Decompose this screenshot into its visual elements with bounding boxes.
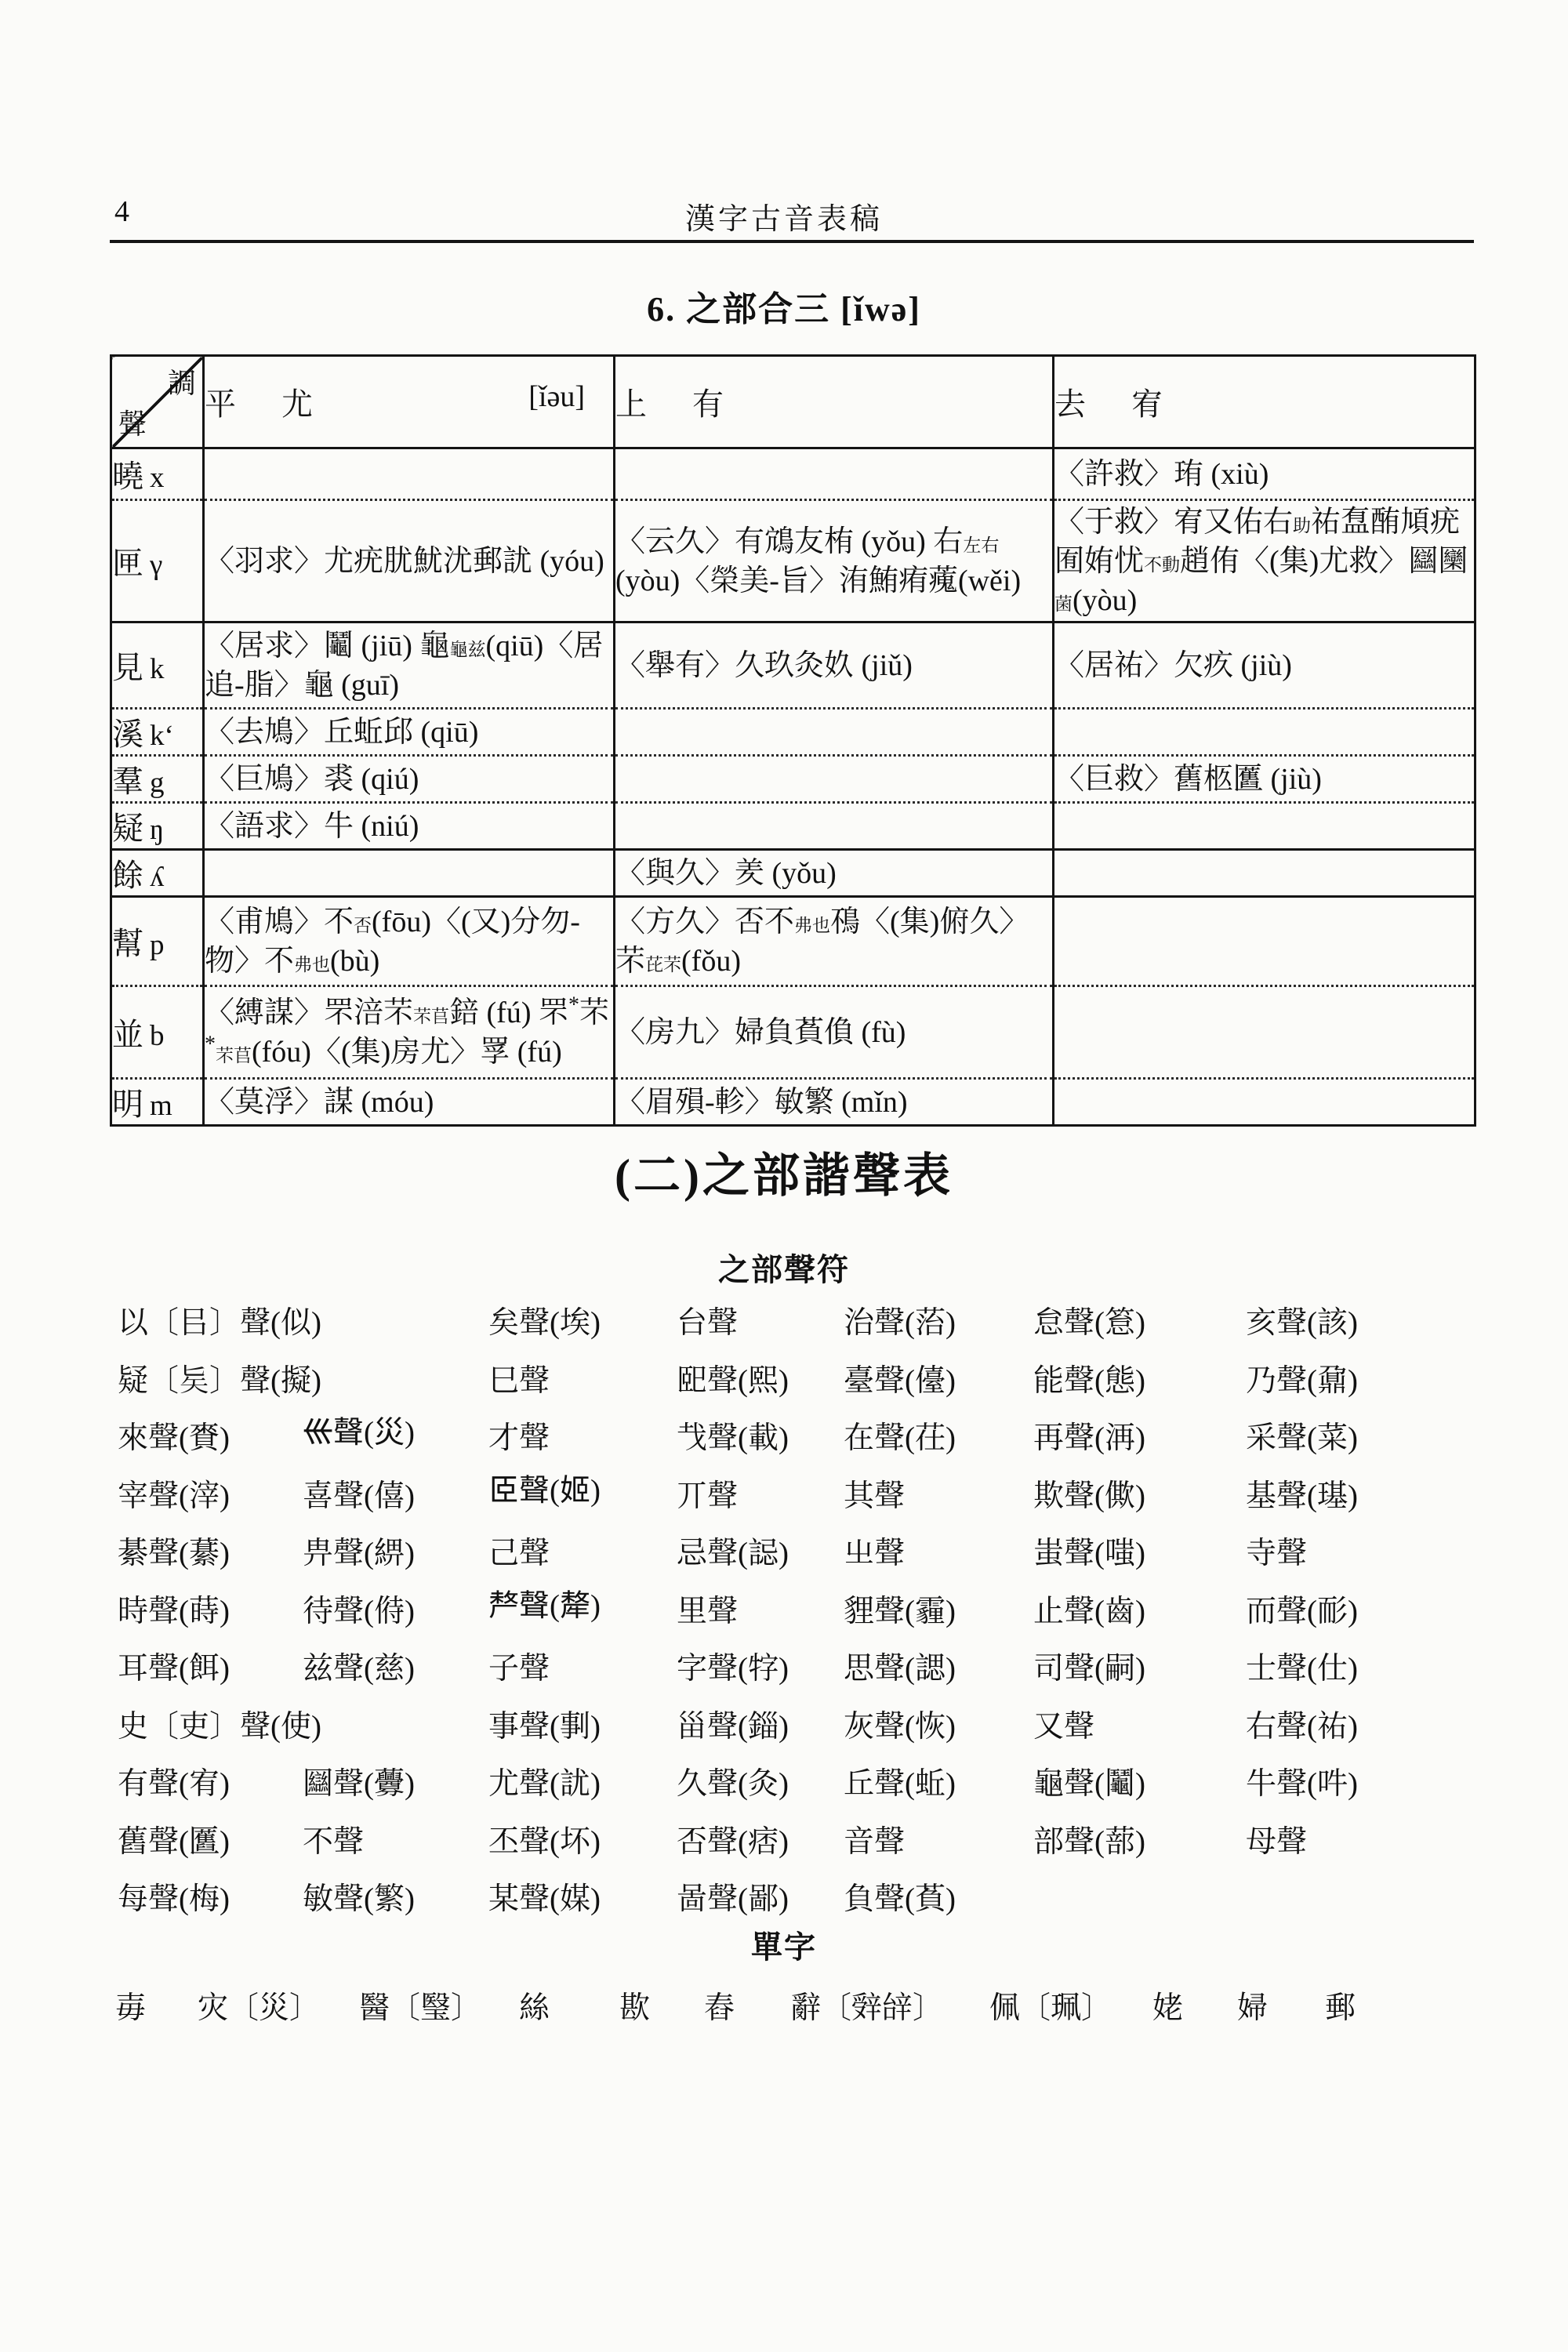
shengfu-item: 龜聲(鬮) — [1033, 1767, 1145, 1801]
cell-shang — [615, 448, 1054, 500]
shengfu-item: 右聲(祐) — [1246, 1710, 1358, 1744]
small-annotation: 龜兹 — [449, 639, 486, 659]
danzi-item: 辭〔辤辝〕 — [790, 1991, 944, 2025]
shengfu-item: 丕聲(坏) — [488, 1825, 601, 1859]
shengfu-item: 耳聲(餌) — [118, 1652, 230, 1686]
cell-ping: 〈甫鳩〉不否(fōu)〈(又)分勿-物〉不弗也(bù) — [204, 897, 615, 986]
cell-shang: 〈方久〉否不弗也鴀〈(集)俯久〉芣芘芣(fǒu) — [615, 897, 1054, 986]
initial-chinese: 並 — [112, 1017, 143, 1052]
cell-shang — [615, 709, 1054, 756]
cell-ping: 〈巨鳩〉裘 (qiú) — [204, 756, 615, 803]
initial-phonetic: ʎ — [150, 861, 165, 893]
initial-chinese: 曉 — [112, 459, 143, 494]
cell-shang — [615, 803, 1054, 850]
danzi-item: 婦 — [1237, 1991, 1269, 2025]
shengfu-item: 子聲 — [488, 1652, 550, 1686]
shengfu-item: 某聲(媒) — [488, 1882, 601, 1916]
cell-shang: 〈與久〉羑 (yǒu) — [615, 850, 1054, 897]
rhyme-label: 有 — [692, 387, 724, 422]
shengfu-item: 啚聲(鄙) — [677, 1882, 789, 1916]
phonology-table — [110, 354, 1476, 1127]
shengfu-item: 𢦏聲(載) — [677, 1421, 789, 1455]
shengfu-item: 臺聲(儓) — [844, 1364, 956, 1398]
shengfu-item: 采聲(菜) — [1246, 1421, 1358, 1455]
shengfu-item: 𠩺聲(犛) — [488, 1589, 601, 1623]
shengfu-item: 己聲 — [488, 1537, 550, 1570]
initial-phonetic: m — [150, 1090, 172, 1122]
xiesheng-section-heading: (二)之部諧聲表 — [615, 1150, 953, 1202]
shengfu-item: 忌聲(誋) — [677, 1537, 789, 1570]
cell-qu: 〈于救〉宥又佑右助祐䀁酭頄疣囿姷忧不動趙侑〈(集)尤救〉圝圞菌(yòu) — [1054, 500, 1475, 622]
shengfu-item: 寺聲 — [1246, 1537, 1308, 1570]
cell-qu: 〈居祐〉欠疚 (jiù) — [1054, 622, 1475, 709]
shengfu-item: 矣聲(埃) — [488, 1306, 601, 1340]
page-number: 4 — [114, 195, 129, 228]
corner-label-sheng: 聲 — [118, 408, 147, 440]
tone-header-row — [111, 356, 1475, 448]
shengfu-item: 甾聲(錙) — [677, 1710, 789, 1744]
initial-cell — [111, 622, 204, 709]
cell-ping — [204, 448, 615, 500]
shengfu-item: 能聲(態) — [1033, 1364, 1145, 1398]
initial-phonetic: k‘ — [150, 720, 174, 752]
table-row — [111, 986, 1475, 1079]
shengfu-item: 欺聲(僛) — [1033, 1479, 1145, 1513]
shengfu-item: 疑〔𠤕〕聲(擬) — [118, 1364, 321, 1398]
shengfu-item: 止聲(齒) — [1033, 1595, 1145, 1628]
shengfu-item: 思聲(諰) — [844, 1652, 956, 1686]
initial-phonetic: g — [150, 767, 165, 799]
initial-phonetic: b — [150, 1020, 165, 1052]
danzi-item: 姥 — [1152, 1991, 1184, 2025]
initial-chinese: 幫 — [112, 926, 143, 961]
shengfu-item: 尤聲(訧) — [488, 1767, 601, 1801]
cell-ping: 〈莫浮〉謀 (móu) — [204, 1079, 615, 1126]
initial-cell — [111, 897, 204, 986]
shengfu-item: 不聲 — [303, 1825, 365, 1859]
cell-ping: 〈居求〉鬮 (jiū) 龜龜兹(qiū)〈居追-脂〉龜 (guī) — [204, 622, 615, 709]
shengfu-item: 治聲(菭) — [844, 1306, 956, 1340]
initial-cell — [111, 803, 204, 850]
cell-qu — [1054, 803, 1475, 850]
table-row — [111, 500, 1475, 622]
shengfu-item: 司聲(嗣) — [1033, 1652, 1145, 1686]
initial-cell — [111, 850, 204, 897]
initial-cell — [111, 986, 204, 1079]
small-annotation: 弗也 — [294, 954, 331, 975]
tone-label: 去 — [1054, 387, 1086, 422]
shengfu-item: 久聲(灸) — [677, 1767, 789, 1801]
initial-phonetic: γ — [150, 549, 163, 581]
shengfu-subheading: 之部聲符 — [718, 1252, 850, 1287]
danzi-heading: 單字 — [751, 1929, 817, 1965]
shengfu-item: 音聲 — [844, 1825, 906, 1859]
initial-chinese: 疑 — [112, 811, 143, 846]
cell-qu — [1054, 709, 1475, 756]
small-annotation: 不動 — [1144, 554, 1181, 575]
shengfu-item: 台聲 — [677, 1306, 739, 1340]
shengfu-item: 巸聲(熙) — [677, 1364, 789, 1398]
shengfu-item: 母聲 — [1246, 1825, 1308, 1859]
shengfu-item: 蚩聲(嗤) — [1033, 1537, 1145, 1570]
table-row — [111, 756, 1475, 803]
small-annotation: 助 — [1293, 515, 1312, 535]
shengfu-item: 亥聲(該) — [1246, 1306, 1358, 1340]
table-row — [111, 1079, 1475, 1126]
shengfu-item: 負聲(萯) — [844, 1882, 956, 1916]
initial-cell — [111, 709, 204, 756]
corner-cell — [111, 356, 204, 448]
header-rule — [110, 240, 1474, 243]
shengfu-item: 貍聲(霾) — [844, 1595, 956, 1628]
table-row — [111, 803, 1475, 850]
shengfu-item: 待聲(偫) — [303, 1595, 415, 1628]
shengfu-item: 兹聲(慈) — [303, 1652, 415, 1686]
shengfu-item: 有聲(宥) — [118, 1767, 230, 1801]
danzi-item: 絲 — [519, 1991, 550, 2025]
shengfu-item: 喜聲(僖) — [303, 1479, 415, 1513]
danzi-item: 佩〔珮〕 — [989, 1991, 1112, 2025]
table-row — [111, 897, 1475, 986]
initial-cell — [111, 448, 204, 500]
shengfu-item: 乃聲(鼐) — [1246, 1364, 1358, 1398]
initial-chinese: 餘 — [112, 858, 143, 893]
shengfu-item: 以〔㠯〕聲(似) — [118, 1306, 321, 1340]
danzi-item: 郵 — [1325, 1991, 1356, 2025]
shengfu-list — [0, 1298, 1568, 1935]
initial-cell — [111, 1079, 204, 1126]
tone-header-cell — [615, 356, 1054, 448]
cell-shang — [615, 756, 1054, 803]
small-annotation: 芣苢 — [216, 1045, 252, 1065]
section-6-heading: 6. 之部合三 [ǐwə] — [647, 290, 921, 328]
shengfu-item: 部聲(蔀) — [1033, 1825, 1145, 1859]
small-annotation: 芘芣 — [645, 954, 682, 975]
danzi-item: 毐 — [115, 1991, 147, 2025]
initial-chinese: 羣 — [112, 764, 143, 799]
shengfu-item: 再聲(洅) — [1033, 1421, 1145, 1455]
shengfu-item: 牛聲(吽) — [1246, 1767, 1358, 1801]
shengfu-item: 來聲(賚) — [118, 1421, 230, 1455]
shengfu-item: 史〔吏〕聲(使) — [118, 1710, 321, 1744]
shengfu-item: 在聲(茌) — [844, 1421, 956, 1455]
shengfu-item: 字聲(牸) — [677, 1652, 789, 1686]
shengfu-item: 舊聲(匶) — [118, 1825, 230, 1859]
tone-header-cell — [204, 356, 615, 448]
asterisk-mark: * — [568, 992, 579, 1017]
cell-ping: 〈語求〉牛 (niú) — [204, 803, 615, 850]
cell-qu: 〈許救〉珛 (xiù) — [1054, 448, 1475, 500]
table-row — [111, 850, 1475, 897]
small-annotation: 左右 — [963, 535, 1000, 555]
table-row — [111, 622, 1475, 709]
initial-phonetic: p — [150, 929, 165, 961]
shengfu-item: 𡿧聲(災) — [303, 1416, 415, 1450]
running-title: 漢字古音表稿 — [684, 203, 883, 236]
asterisk-mark: * — [205, 1031, 216, 1056]
cell-qu — [1054, 850, 1475, 897]
tone-label: 平 — [205, 387, 236, 422]
cell-shang: 〈眉殞-軫〉敏繁 (mǐn) — [615, 1079, 1054, 1126]
small-annotation: 否 — [354, 915, 372, 935]
shengfu-item: 㞢聲 — [844, 1537, 906, 1570]
shengfu-item: 𦣞聲(姬) — [488, 1474, 601, 1508]
initial-chinese: 明 — [112, 1087, 143, 1122]
danzi-list — [0, 1984, 1568, 2038]
initial-phonetic: ŋ — [150, 814, 165, 846]
shengfu-item: 丘聲(蚯) — [844, 1767, 956, 1801]
cell-ping: 〈羽求〉尤疣肬魷沋郵訧 (yóu) — [204, 500, 615, 622]
shengfu-item: 敏聲(繁) — [303, 1882, 415, 1916]
corner-label-diao: 調 — [167, 368, 196, 399]
cell-ping: 〈去鳩〉丘蚯邱 (qiū) — [204, 709, 615, 756]
initial-chinese: 見 — [112, 650, 143, 685]
initial-cell — [111, 756, 204, 803]
initial-phonetic: k — [150, 653, 165, 685]
danzi-item: 醫〔瑿〕 — [359, 1991, 482, 2025]
shengfu-item: 又聲 — [1033, 1710, 1095, 1744]
shengfu-item: 其聲 — [844, 1479, 906, 1513]
shengfu-item: 綦聲(藄) — [118, 1537, 230, 1570]
cell-ping — [204, 850, 615, 897]
shengfu-item: 才聲 — [488, 1421, 550, 1455]
shengfu-item: 里聲 — [677, 1595, 739, 1628]
cell-qu — [1054, 1079, 1475, 1126]
danzi-item: 灾〔災〕 — [198, 1991, 321, 2025]
cell-shang: 〈房九〉婦負萯偩 (fù) — [615, 986, 1054, 1079]
shengfu-item: 每聲(梅) — [118, 1882, 230, 1916]
shengfu-item: 丌聲 — [677, 1479, 739, 1513]
tone-header-cell — [1054, 356, 1475, 448]
table-row — [111, 448, 1475, 500]
tone-label: 上 — [615, 387, 647, 422]
shengfu-item: 否聲(痞) — [677, 1825, 789, 1859]
danzi-item: 舂 — [704, 1991, 735, 2025]
table-row — [111, 709, 1475, 756]
shengfu-item: 時聲(蒔) — [118, 1595, 230, 1628]
rhyme-label: 尤 — [281, 387, 313, 422]
small-annotation: 芣苢 — [413, 1006, 450, 1026]
cell-qu — [1054, 986, 1475, 1079]
initial-phonetic: x — [150, 462, 165, 494]
cell-qu — [1054, 897, 1475, 986]
rhyme-label: 宥 — [1131, 387, 1163, 422]
shengfu-item: 事聲(剚) — [488, 1710, 601, 1744]
cell-shang: 〈舉有〉久玖灸奺 (jiǔ) — [615, 622, 1054, 709]
shengfu-item: 灰聲(恢) — [844, 1710, 956, 1744]
cell-shang: 〈云久〉有鴧友栯 (yǒu) 右左右(yòu)〈榮美-旨〉洧鮪痏藱(wěi) — [615, 500, 1054, 622]
shengfu-item: 宰聲(滓) — [118, 1479, 230, 1513]
shengfu-item: 圝聲(虋) — [303, 1767, 415, 1801]
cell-ping: 〈縛謀〉罘涪芣芣苢錇 (fú) 罘*芣*芣苢(fóu)〈(集)房尤〉罦 (fú) — [204, 986, 615, 1079]
small-annotation: 弗也 — [794, 915, 831, 935]
small-annotation: 菌 — [1054, 593, 1073, 614]
shengfu-item: 基聲(璂) — [1246, 1479, 1358, 1513]
shengfu-item: 巳聲 — [488, 1364, 550, 1398]
danzi-item: 歁 — [619, 1991, 651, 2025]
shengfu-item: 士聲(仕) — [1246, 1652, 1358, 1686]
ipa-label: [ǐəu] — [528, 380, 585, 413]
initial-cell — [111, 500, 204, 622]
initial-chinese: 匣 — [112, 546, 143, 581]
shengfu-item: 怠聲(䈚) — [1033, 1306, 1145, 1340]
shengfu-item: 而聲(耏) — [1246, 1595, 1358, 1628]
initial-chinese: 溪 — [112, 717, 143, 752]
cell-qu: 〈巨救〉舊柩匶 (jiù) — [1054, 756, 1475, 803]
shengfu-item: 畁聲(綥) — [303, 1537, 415, 1570]
